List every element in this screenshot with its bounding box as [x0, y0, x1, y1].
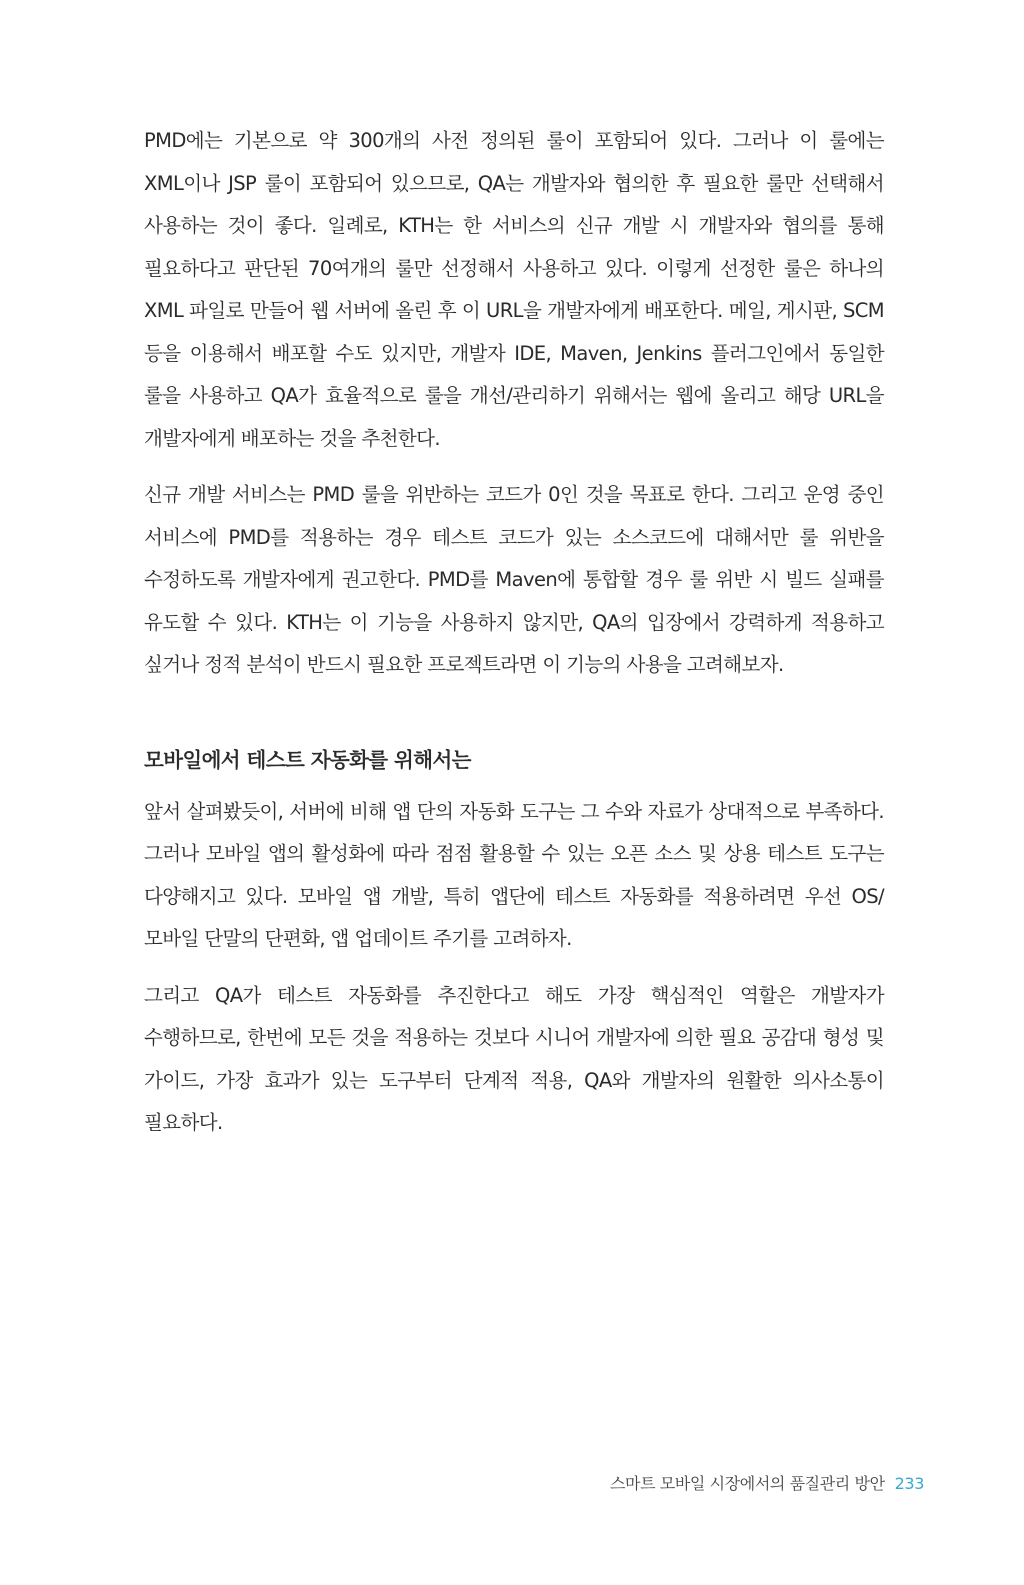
body-paragraph: 앞서 살펴봤듯이, 서버에 비해 앱 단의 자동화 도구는 그 수와 자료가 상대적으로 부족하다. 그러나 모바일 앱의 활성화에 따라 점점 활용할 수 있는 오픈 소스 및 상용 테스트 도구는 다양해지고 있다. 모바일 앱 개발, 특히 앱단에 테스트 자동화를 적용하려면 우선 OS/모바일 단말의 단편화, 앱 업데이트 주기를 고려하자.: [144, 799, 884, 950]
running-title: 스마트 모바일 시장에서의 품질관리 방안: [609, 1474, 885, 1493]
page-number: 233: [894, 1474, 924, 1493]
body-paragraph: 신규 개발 서비스는 PMD 룰을 위반하는 코드가 0인 것을 목표로 한다. 그리고 운영 중인 서비스에 PMD를 적용하는 경우 테스트 코드가 있는 소스코드에 대해서만 룰 위반을 수정하도록 개발자에게 권고한다. PMD를 Maven에 통합할 경우 룰 위반 시 빌드 실패를 유도할 수 있다. KTH는 이 기능을 사용하지 않지만, QA의 입장에서 강력하게 적용하고 싶거나 정적 분석이 반드시 필요한 프로젝트라면 이 기능의 사용을 고려해보자.: [144, 483, 884, 676]
page-body: [144, 120, 884, 1145]
section-heading: 모바일에서 테스트 자동화를 위해서는: [144, 747, 471, 772]
page-footer: [610, 1471, 924, 1494]
body-paragraph: 그리고 QA가 테스트 자동화를 추진한다고 해도 가장 핵심적인 역할은 개발자가 수행하므로, 한번에 모든 것을 적용하는 것보다 시니어 개발자에 의한 필요 공감대 형성 및 가이드, 가장 효과가 있는 도구부터 단계적 적용, QA와 개발자의 원활한 의사소통이 필요하다.: [144, 983, 884, 1134]
body-paragraph: PMD에는 기본으로 약 300개의 사전 정의된 룰이 포함되어 있다. 그러나 이 룰에는 XML이나 JSP 룰이 포함되어 있으므로, QA는 개발자와 협의한 후 필요한 룰만 선택해서 사용하는 것이 좋다. 일례로, KTH는 한 서비스의 신규 개발 시 개발자와 협의를 통해 필요하다고 판단된 70여개의 룰만 선정해서 사용하고 있다. 이렇게 선정한 룰은 하나의 XML 파일로 만들어 웹 서버에 올린 후 이 URL을 개발자에게 배포한다. 메일, 게시판, SCM 등을 이용해서 배포할 수도 있지만, 개발자 IDE, Maven, Jenkins 플러그인에서 동일한 룰을 사용하고 QA가 효율적으로 룰을 개선/관리하기 위해서는 웹에 올리고 해당 URL을 개발자에게 배포하는 것을 추천한다.: [144, 129, 884, 450]
